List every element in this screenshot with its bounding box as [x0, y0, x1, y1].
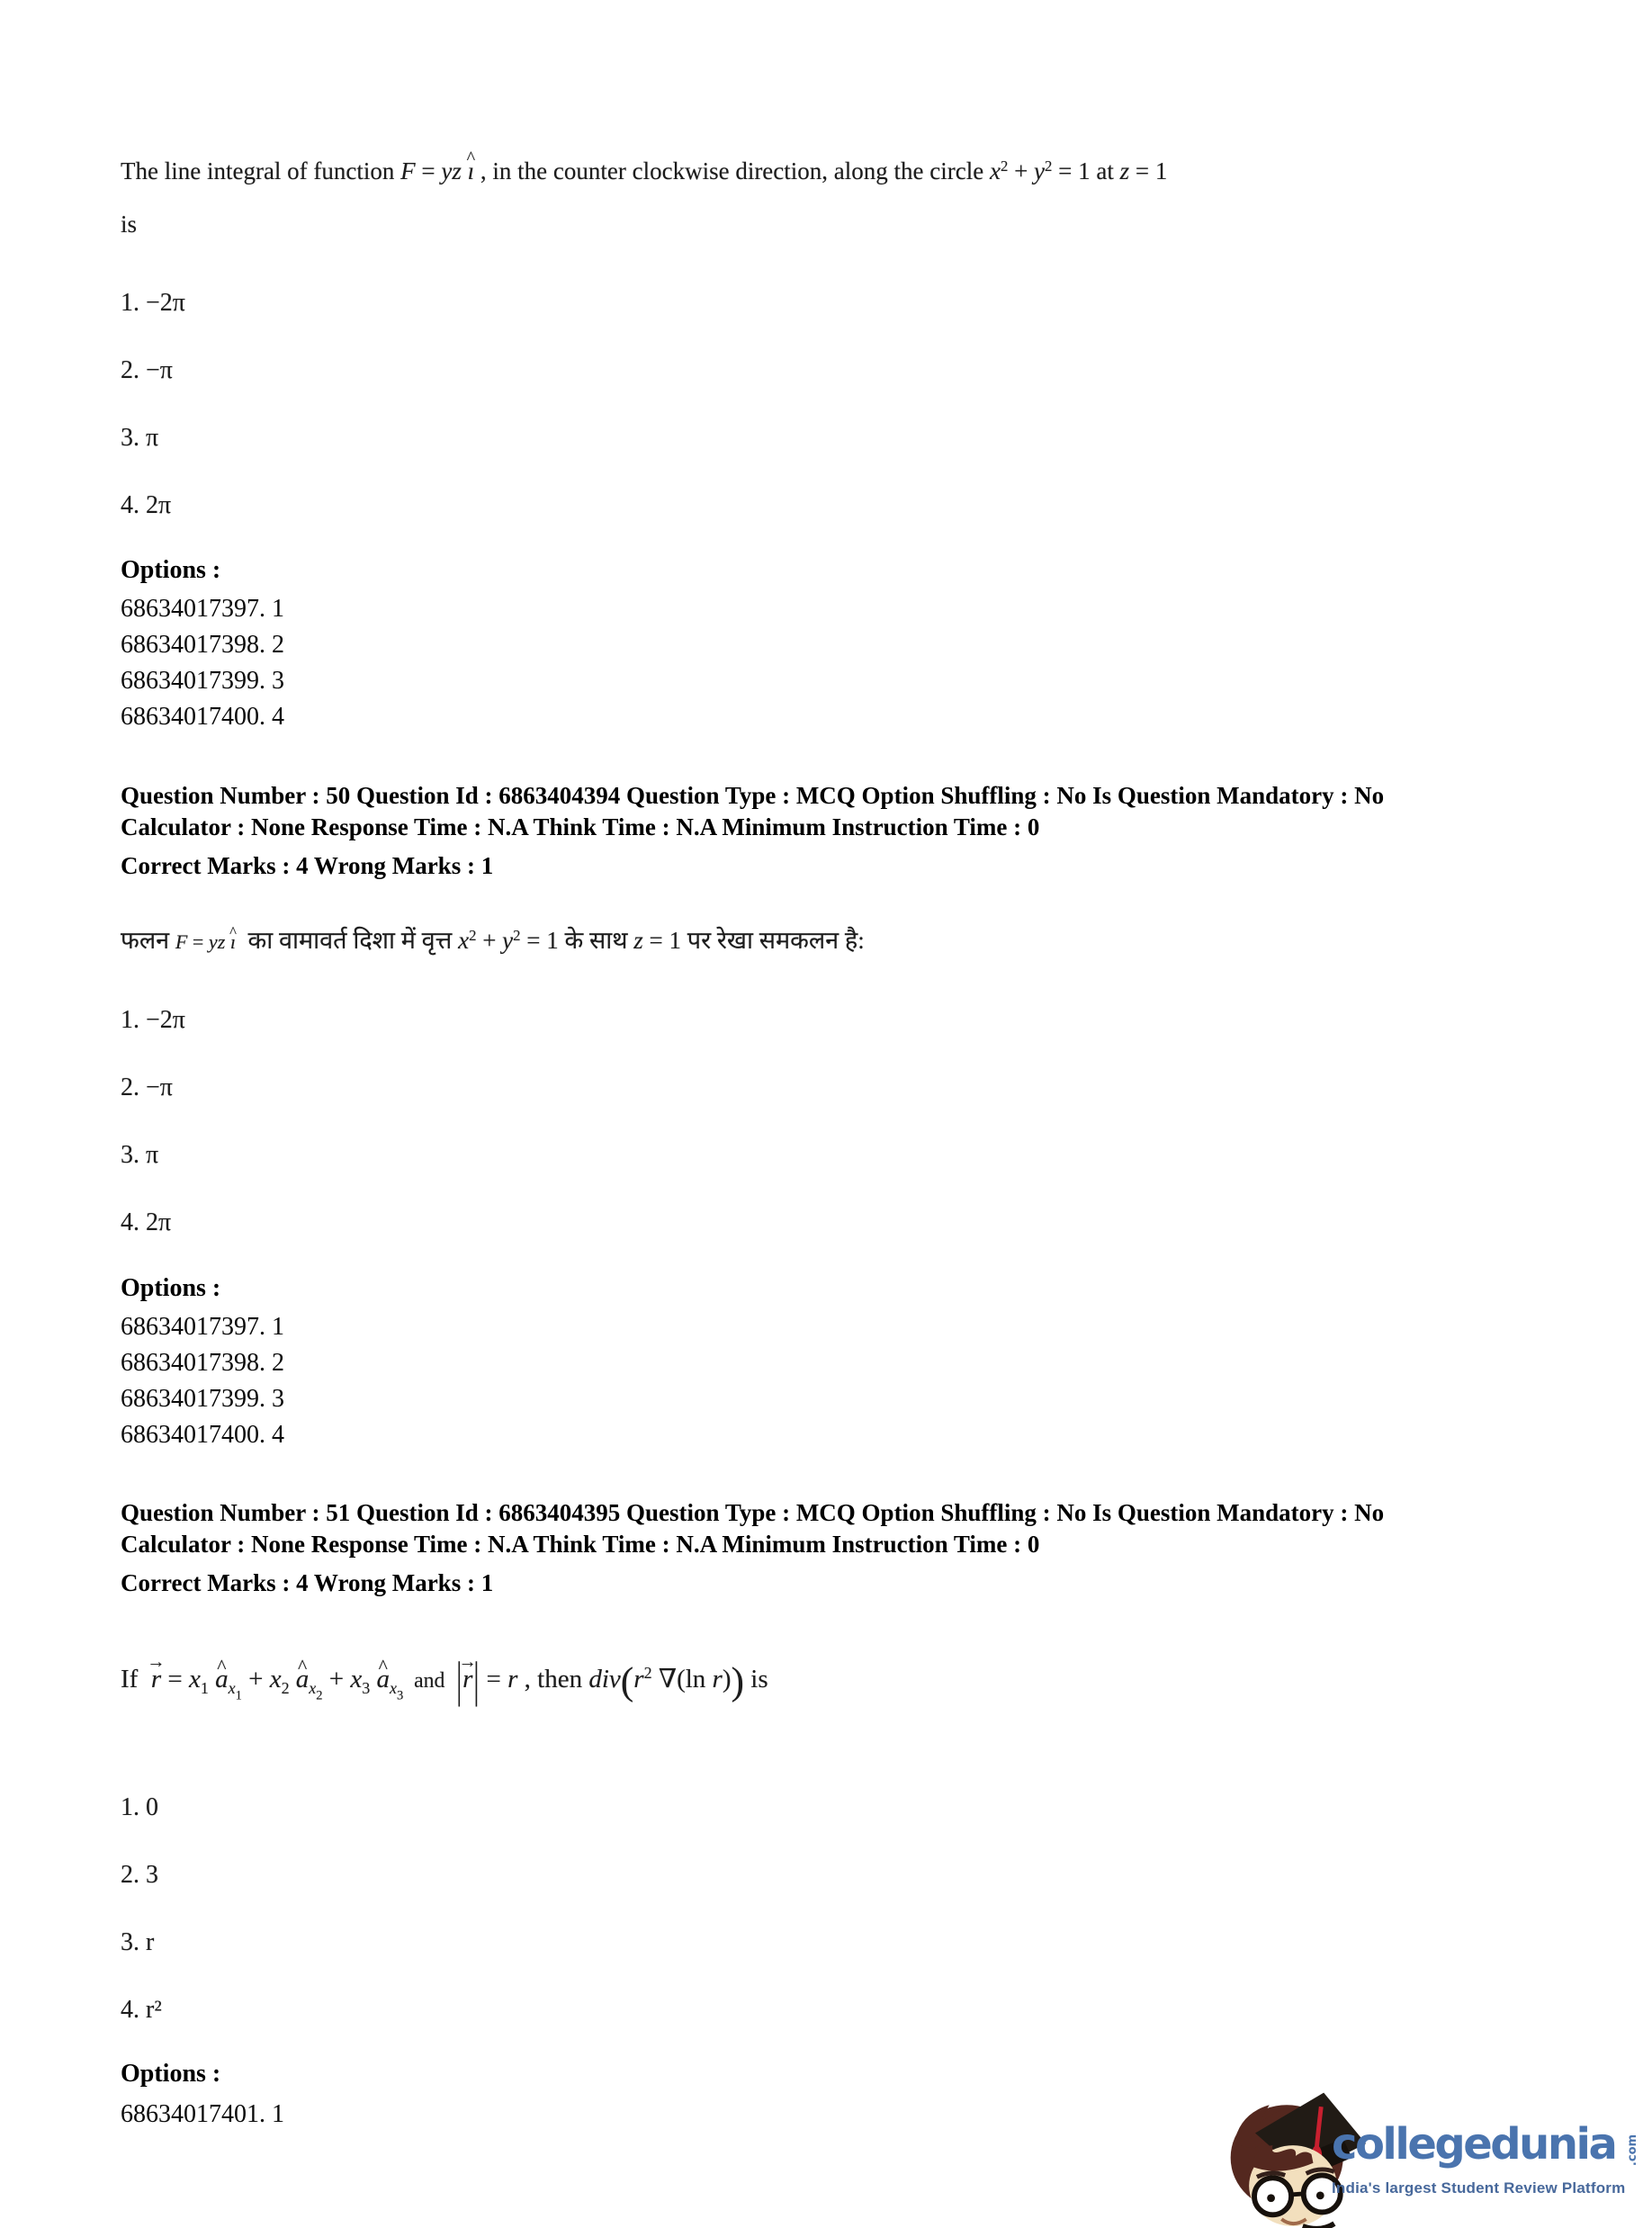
question-49-choice-1: 1. −2π — [121, 289, 185, 318]
question-49-option-ids — [121, 591, 1623, 735]
question-50-text: फलन F = yz ^ ı का वामावर्त दिशा में वृत्त $x^2 + y^2 = 1$ के साथ z = 1 पर रेखा समकलन है: — [121, 912, 1623, 966]
question-50-meta-line1: Question Number : 50 Question Id : 6863404394 Question Type : MCQ Option Shuffling : No Is Question Mandatory : No — [121, 782, 1385, 810]
question-51-marks: Correct Marks : 4 Wrong Marks : 1 — [121, 1569, 494, 1597]
collegedunia-tagline: India's largest Student Review Platform — [1332, 2179, 1626, 2197]
question-49-text-line1: The line integral of function F = yz ^ ı , in the counter clockwise direction, along the circle $x^2 + y^2 = 1$ at z = 1 — [121, 144, 1623, 193]
option-id: 68634017398. 2 — [121, 1349, 284, 1378]
left-eye — [1267, 2194, 1275, 2202]
option-id: 68634017397. 1 — [121, 1313, 284, 1342]
question-51-choice-1: 1. 0 — [121, 1793, 158, 1822]
question-49-options-label: Options : — [121, 556, 221, 585]
collegedunia-logo — [1215, 2075, 1652, 2228]
logo-text — [1332, 2119, 1647, 2197]
collegedunia-tld: .com — [1626, 2134, 1640, 2167]
question-51-choice-3: 3. r — [121, 1928, 155, 1957]
question-51-choice-4: 4. r² — [121, 1996, 162, 2025]
question-50-marks: Correct Marks : 4 Wrong Marks : 1 — [121, 852, 494, 880]
page-content — [121, 0, 1623, 2133]
question-49-text-line2: is — [121, 211, 138, 238]
option-id: 68634017399. 3 — [121, 1385, 284, 1414]
question-50-choice-1: 1. −2π — [121, 1006, 185, 1035]
collegedunia-wordmark: collegedunia — [1332, 2119, 1616, 2170]
question-51-options-label: Options : — [121, 2060, 221, 2089]
question-50-choice-4: 4. 2π — [121, 1208, 172, 1237]
question-49-choice-4: 4. 2π — [121, 491, 172, 520]
question-50-choice-2: 2. −π — [121, 1074, 173, 1102]
question-51-meta-line2: Calculator : None Response Time : N.A Think Time : N.A Minimum Instruction Time : 0 — [121, 1531, 1040, 1559]
question-50-choice-3: 3. π — [121, 1141, 159, 1170]
option-id: 68634017399. 3 — [121, 667, 284, 696]
option-id: 68634017397. 1 — [121, 595, 284, 624]
question-49-choice-2: 2. −π — [121, 356, 173, 385]
question-49-choice-3: 3. π — [121, 424, 159, 453]
option-id: 68634017400. 4 — [121, 1421, 284, 1450]
collar — [1303, 2224, 1334, 2228]
question-51-text: $If \to r = x_1$ ^ $a_{x1} + x_2$ ^ $a_{x2} + x_3$ ^ $a_{x3}$ and |→ r| = r , then $div(r^2$ ∇(ln r)) is — [121, 1633, 1623, 1736]
option-id: 68634017398. 2 — [121, 631, 284, 660]
right-eye — [1316, 2191, 1324, 2199]
question-50-meta-line2: Calculator : None Response Time : N.A Think Time : N.A Minimum Instruction Time : 0 — [121, 813, 1040, 841]
option-id: 68634017400. 4 — [121, 703, 284, 732]
question-50-option-ids — [121, 1309, 1623, 1453]
option-id: 68634017401. 1 — [121, 2100, 284, 2129]
question-50-options-label: Options : — [121, 1274, 221, 1303]
question-51-meta-line1: Question Number : 51 Question Id : 6863404395 Question Type : MCQ Option Shuffling : No Is Question Mandatory : No — [121, 1499, 1385, 1527]
question-51-choice-2: 2. 3 — [121, 1861, 158, 1890]
